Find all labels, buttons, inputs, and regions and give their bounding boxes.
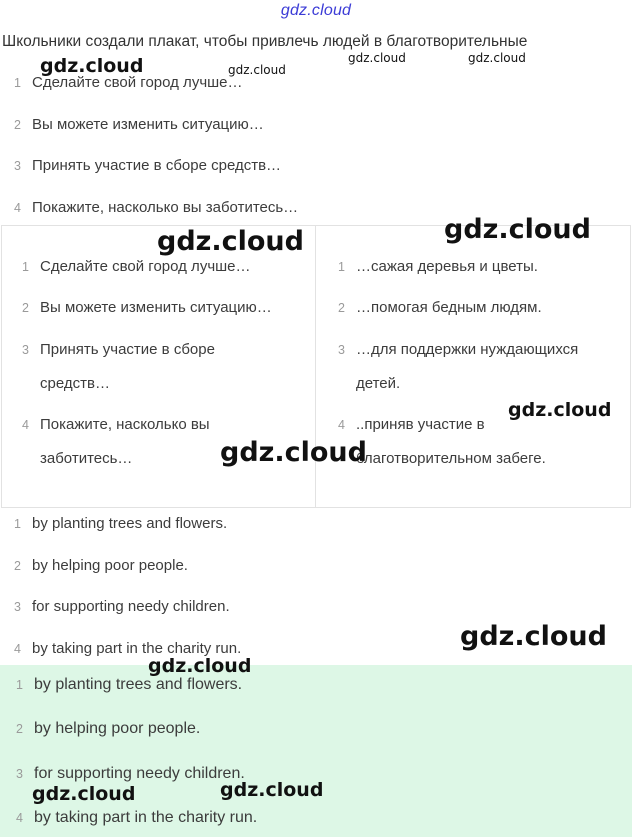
cell-line: ..приняв участие в — [356, 416, 485, 433]
table-left-row — [22, 291, 272, 325]
intro-text: Школьники создали плакат, чтобы привлечь людей в благотворительные — [2, 33, 528, 50]
item-number: 3 — [338, 343, 345, 357]
watermark: gdz.cloud — [148, 655, 252, 677]
item-text: by planting trees and flowers. — [32, 515, 228, 532]
item-number: 2 — [338, 301, 345, 315]
answer-item — [16, 676, 242, 694]
list-item — [14, 199, 298, 216]
item-text: Сделайте свой город лучше… — [32, 74, 243, 91]
item-number: 2 — [14, 559, 21, 573]
item-number: 1 — [14, 517, 21, 531]
watermark: gdz.cloud — [220, 779, 324, 801]
table-right-row — [338, 250, 538, 284]
watermark: gdz.cloud — [460, 621, 607, 652]
table-left-row — [22, 408, 210, 475]
item-text: by planting trees and flowers. — [34, 676, 243, 693]
cell-line: детей. — [356, 375, 401, 392]
cell-line: …сажая деревья и цветы. — [356, 258, 538, 275]
item-number: 1 — [22, 260, 29, 274]
item-text: by taking part in the charity run. — [34, 809, 258, 826]
item-number: 3 — [16, 767, 23, 781]
item-number: 2 — [22, 301, 29, 315]
cell-line: средств… — [40, 375, 110, 392]
item-number: 2 — [16, 722, 23, 736]
list-item — [14, 515, 227, 532]
watermark: gdz.cloud — [157, 226, 304, 257]
cell-line: Покажите, насколько вы — [40, 416, 210, 433]
watermark: gdz.cloud — [508, 399, 612, 421]
item-number: 1 — [14, 76, 21, 90]
item-number: 1 — [338, 260, 345, 274]
item-number: 2 — [14, 118, 21, 132]
answer-item — [16, 720, 200, 738]
item-number: 4 — [14, 642, 21, 656]
list-item — [14, 557, 188, 574]
item-text: for supporting needy children. — [34, 765, 245, 782]
item-text: Покажите, насколько вы заботитесь… — [32, 199, 299, 216]
watermark: gdz.cloud — [40, 55, 144, 77]
watermark: gdz.cloud — [32, 783, 136, 805]
watermark: gdz.cloud — [228, 63, 286, 77]
item-number: 3 — [22, 343, 29, 357]
table-left-row — [22, 333, 215, 400]
list-item — [14, 598, 230, 615]
watermark: gdz.cloud — [444, 214, 591, 245]
cell-line: благотворительном забеге. — [356, 450, 546, 467]
item-number: 3 — [14, 159, 21, 173]
list-item — [14, 116, 264, 133]
cell-line: …помогая бедным людям. — [356, 299, 542, 316]
item-text: for supporting needy children. — [32, 598, 230, 615]
table-right-row — [338, 333, 578, 400]
header-watermark: gdz.cloud — [280, 2, 352, 19]
list-item — [14, 157, 281, 174]
item-text: Вы можете изменить ситуацию… — [32, 116, 264, 133]
table-right-row — [338, 291, 542, 325]
cell-line: Вы можете изменить ситуацию… — [40, 299, 272, 316]
item-number: 1 — [16, 678, 23, 692]
item-text: by helping poor people. — [32, 557, 188, 574]
item-number: 4 — [338, 418, 345, 432]
answer-item — [16, 809, 257, 827]
cell-line: заботитесь… — [40, 450, 133, 467]
cell-line: Принять участие в сборе — [40, 341, 215, 358]
cell-line: …для поддержки нуждающихся — [356, 341, 579, 358]
watermark: gdz.cloud — [220, 437, 367, 468]
item-number: 3 — [14, 600, 21, 614]
watermark: gdz.cloud — [348, 51, 406, 65]
item-number: 4 — [16, 811, 23, 825]
item-number: 4 — [14, 201, 21, 215]
answer-item — [16, 765, 245, 783]
watermark: gdz.cloud — [468, 51, 526, 65]
item-text: by helping poor people. — [34, 720, 201, 737]
cell-line: Сделайте свой город лучше… — [40, 258, 251, 275]
item-text: Принять участие в сборе средств… — [32, 157, 282, 174]
item-number: 4 — [22, 418, 29, 432]
item-text: by taking part in the charity run. — [32, 640, 242, 657]
